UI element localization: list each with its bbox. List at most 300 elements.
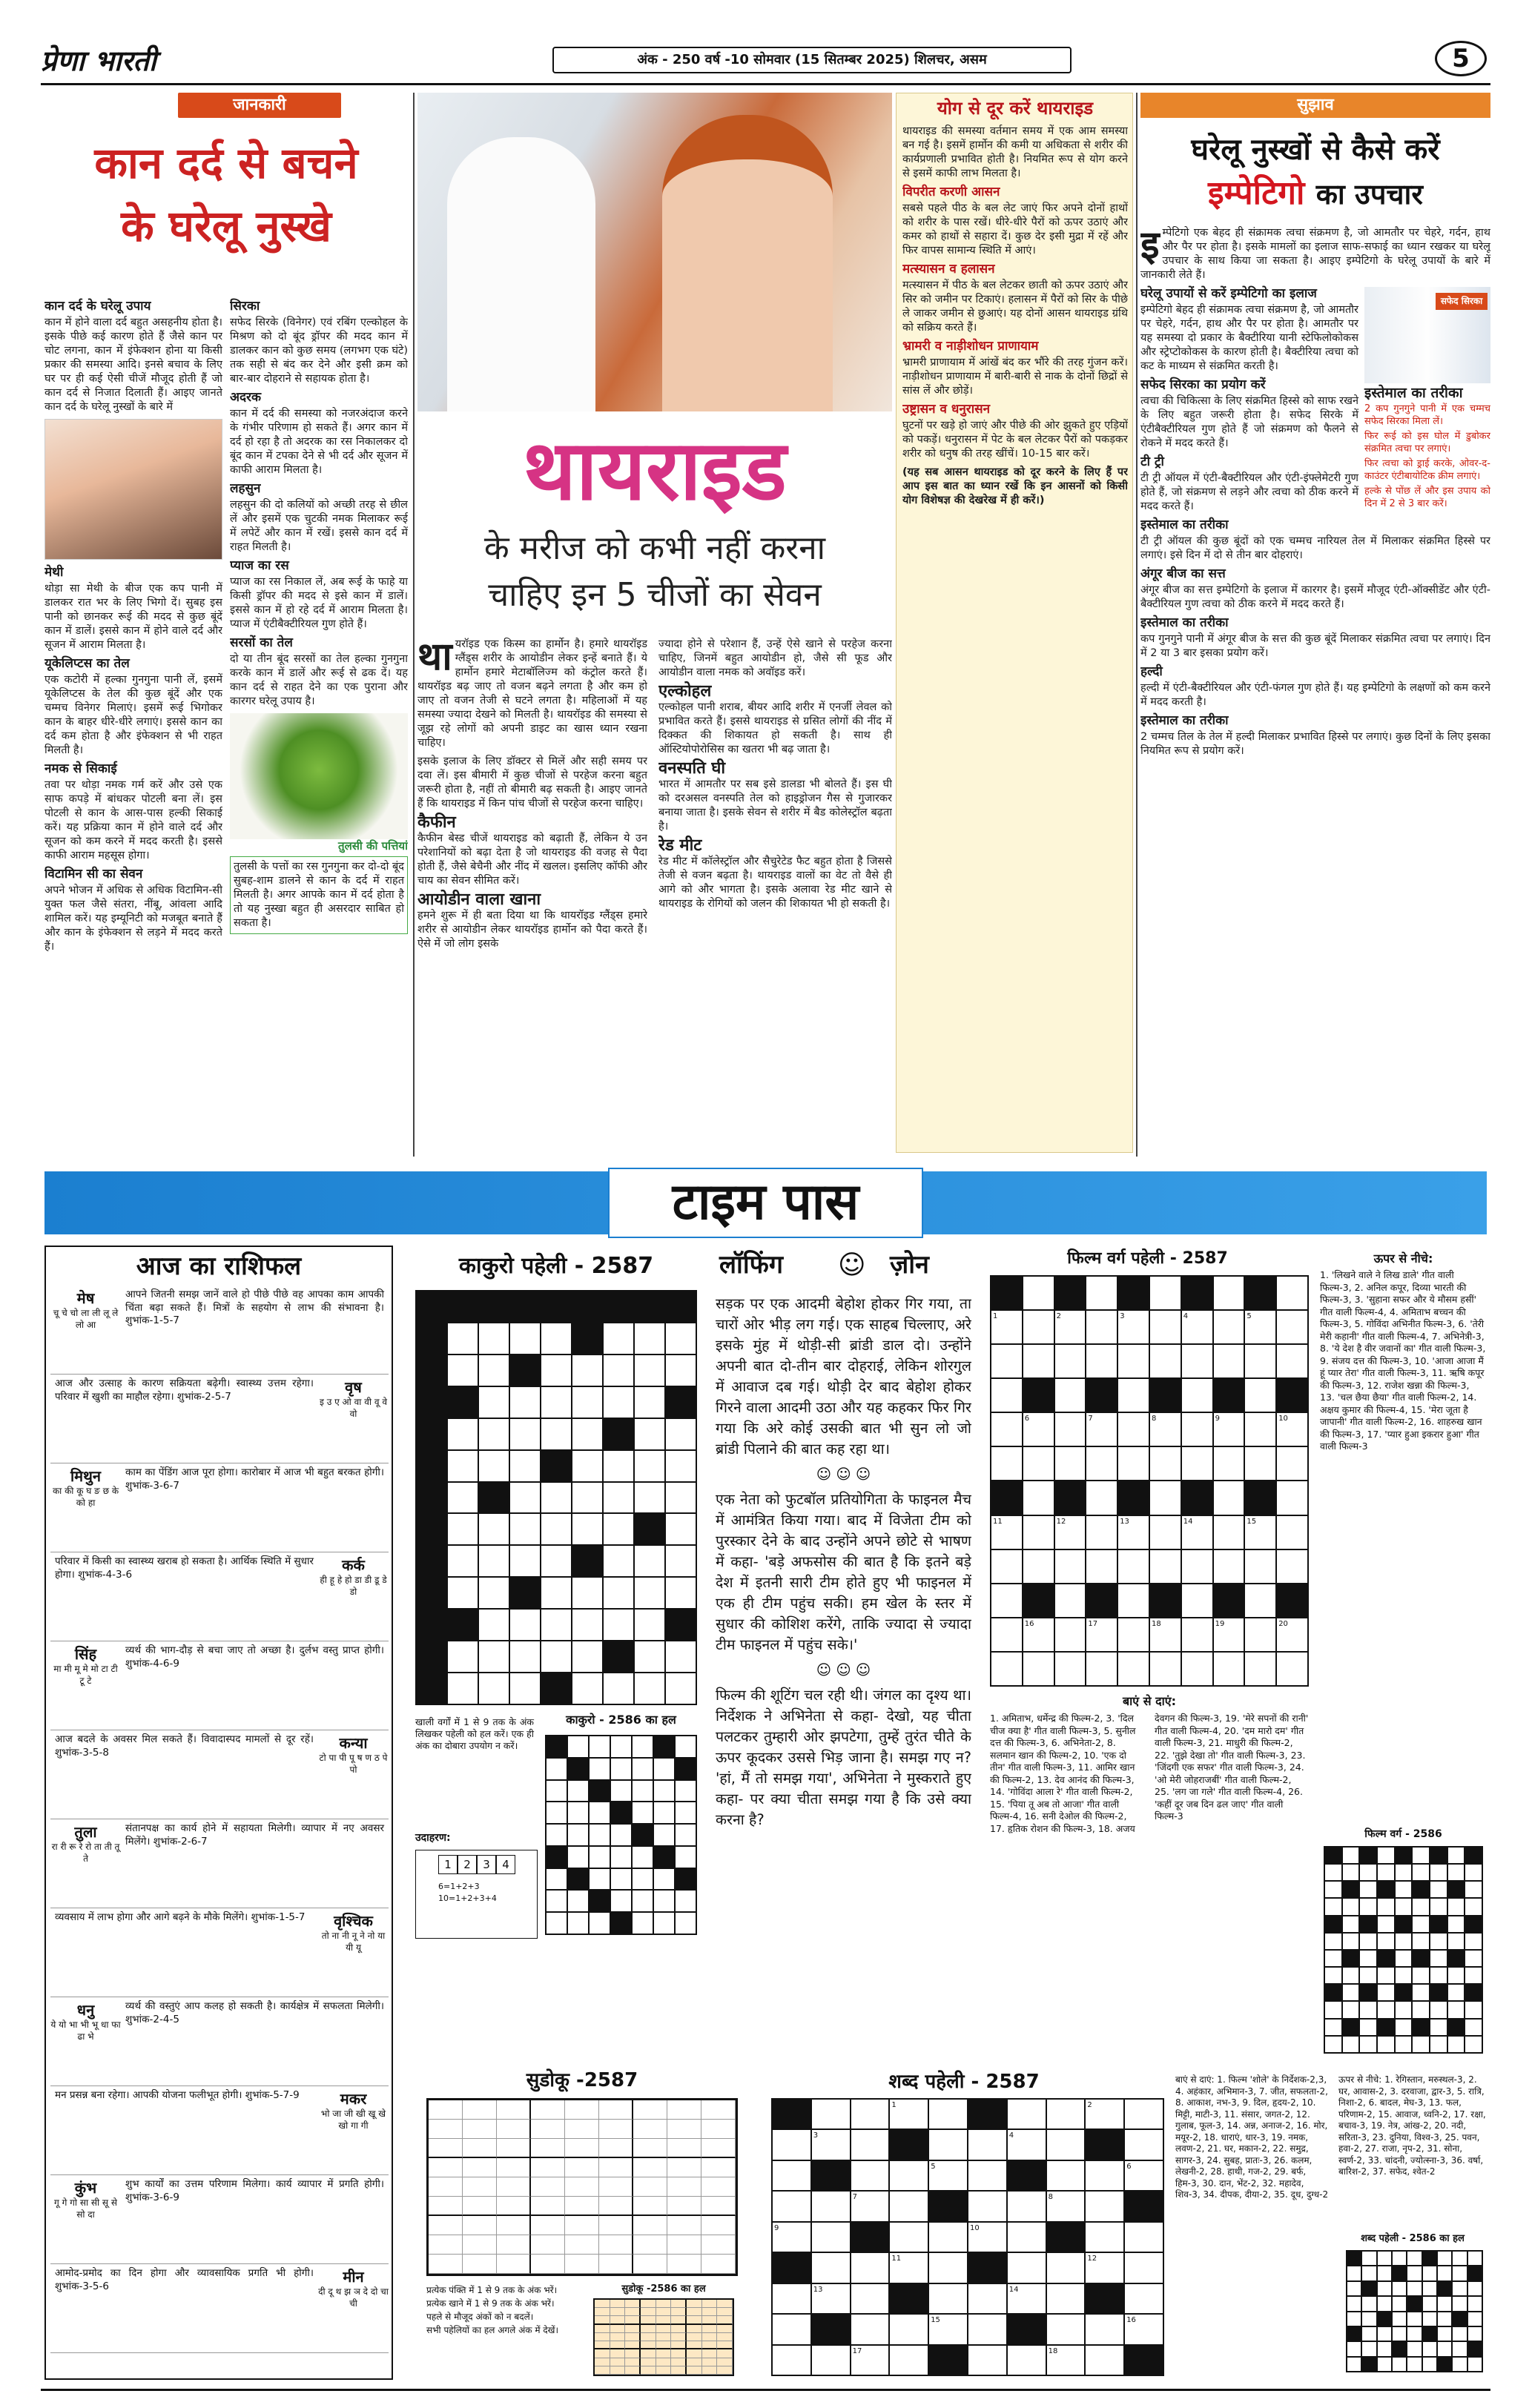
grid-cell[interactable] [633,1736,653,1757]
grid-cell[interactable] [1407,2342,1421,2355]
grid-cell[interactable] [590,1802,610,1823]
grid-cell[interactable] [635,1323,664,1354]
grid-cell[interactable] [1347,2266,1361,2280]
grid-cell[interactable] [541,1355,571,1386]
grid-cell[interactable]: 13 [1118,1516,1149,1549]
grid-cell[interactable] [1465,1934,1482,1949]
grid-cell[interactable] [568,1825,588,1845]
grid-cell[interactable] [635,1578,664,1608]
grid-cell[interactable]: 19 [1214,1618,1244,1651]
sudoku-cell[interactable] [565,2120,599,2139]
grid-cell[interactable] [1325,1951,1341,1966]
sudoku-cell[interactable] [463,2120,497,2139]
grid-cell[interactable] [666,1483,696,1513]
grid-cell[interactable] [1150,1345,1181,1377]
grid-cell[interactable] [1393,2327,1406,2341]
grid-cell[interactable] [968,2284,1006,2313]
grid-cell[interactable] [547,1825,567,1845]
grid-cell[interactable] [812,2100,850,2128]
grid-cell[interactable] [1182,1653,1212,1685]
grid-cell[interactable] [1023,1653,1054,1685]
grid-cell[interactable] [1182,1584,1212,1617]
grid-cell[interactable] [1125,2253,1163,2282]
grid-cell[interactable] [1214,1481,1244,1514]
sudoku-cell[interactable] [667,2197,701,2216]
grid-cell[interactable] [633,1891,653,1911]
sudoku-cell[interactable] [565,2235,599,2255]
grid-cell[interactable] [635,1387,664,1418]
grid-cell[interactable] [1277,1481,1307,1514]
grid-cell[interactable] [448,1323,478,1354]
grid-cell[interactable] [1182,1447,1212,1480]
grid-cell[interactable] [590,1847,610,1868]
grid-cell[interactable] [541,1578,571,1608]
grid-cell[interactable] [1362,2266,1376,2280]
grid-cell[interactable] [1430,2002,1447,2017]
grid-cell[interactable] [448,1355,478,1386]
sudoku-cell[interactable] [667,2100,701,2120]
grid-cell[interactable] [572,1483,602,1513]
grid-cell[interactable] [666,1323,696,1354]
grid-cell[interactable] [1086,1516,1117,1549]
sudoku-cell[interactable] [565,2100,599,2120]
grid-cell[interactable] [1396,2020,1412,2035]
grid-cell[interactable] [611,1736,631,1757]
grid-cell[interactable]: 3 [812,2130,850,2159]
grid-cell[interactable] [1465,1968,1482,1983]
sudoku-cell[interactable] [599,2120,633,2139]
grid-cell[interactable] [890,2346,928,2375]
sudoku-cell[interactable] [599,2235,633,2255]
sudoku-cell[interactable] [463,2177,497,2197]
grid-cell[interactable] [1118,1550,1149,1583]
grid-cell[interactable] [635,1419,664,1449]
grid-cell[interactable] [1378,2252,1391,2265]
grid-cell[interactable] [1343,2002,1359,2017]
grid-cell[interactable] [1150,1550,1181,1583]
grid-cell[interactable] [1055,1584,1086,1617]
grid-cell[interactable] [510,1419,540,1449]
sudoku-cell[interactable] [531,2158,565,2177]
grid-cell[interactable] [510,1451,540,1481]
grid-cell[interactable] [1086,2192,1123,2220]
grid-cell[interactable] [590,1736,610,1757]
grid-cell[interactable] [1086,2161,1123,2190]
grid-cell[interactable] [1453,2342,1466,2355]
grid-cell[interactable]: 20 [1277,1618,1307,1651]
sudoku-cell[interactable] [667,2158,701,2177]
grid-cell[interactable] [1325,1968,1341,1983]
grid-cell[interactable] [1413,1865,1429,1880]
grid-cell[interactable] [590,1759,610,1779]
grid-cell[interactable] [1465,2020,1482,2035]
grid-cell[interactable] [1214,1516,1244,1549]
sudoku-cell[interactable] [463,2139,497,2158]
grid-cell[interactable] [773,2161,810,2190]
grid-cell[interactable] [547,1913,567,1934]
sudoku-cell[interactable] [633,2120,667,2139]
sudoku-grid[interactable] [426,2098,738,2276]
grid-cell[interactable] [1055,1618,1086,1651]
sudoku-cell[interactable] [633,2139,667,2158]
grid-cell[interactable] [1214,1277,1244,1309]
sudoku-cell[interactable] [599,2216,633,2235]
grid-cell[interactable] [1468,2252,1482,2265]
grid-cell[interactable] [1150,1481,1181,1514]
grid-cell[interactable] [1214,1550,1244,1583]
sudoku-cell[interactable] [667,2216,701,2235]
sudoku-cell[interactable] [531,2100,565,2120]
grid-cell[interactable] [676,1825,696,1845]
grid-cell[interactable] [968,2161,1006,2190]
grid-cell[interactable] [448,1451,478,1481]
grid-cell[interactable] [890,2315,928,2344]
grid-cell[interactable] [1023,1550,1054,1583]
grid-cell[interactable] [510,1610,540,1640]
grid-cell[interactable] [590,1913,610,1934]
sudoku-cell[interactable] [599,2158,633,2177]
grid-cell[interactable] [448,1546,478,1576]
grid-cell[interactable] [968,2315,1006,2344]
grid-cell[interactable] [991,1447,1022,1480]
grid-cell[interactable] [1423,2342,1436,2355]
grid-cell[interactable] [604,1355,633,1386]
grid-cell[interactable] [1448,1934,1465,1949]
grid-cell[interactable]: 15 [1245,1516,1275,1549]
grid-cell[interactable] [568,1913,588,1934]
grid-cell[interactable] [1378,2282,1391,2295]
grid-cell[interactable] [991,1413,1022,1446]
grid-cell[interactable] [812,2346,850,2375]
grid-cell[interactable] [1008,2192,1046,2220]
grid-cell[interactable] [929,2130,967,2159]
grid-cell[interactable] [510,1483,540,1513]
grid-cell[interactable] [773,2346,810,2375]
grid-cell[interactable] [1393,2252,1406,2265]
grid-cell[interactable] [1055,1345,1086,1377]
grid-cell[interactable] [479,1355,509,1386]
grid-cell[interactable] [633,1781,653,1802]
grid-cell[interactable] [773,2130,810,2159]
grid-cell[interactable] [1245,1618,1275,1651]
grid-cell[interactable] [991,1379,1022,1412]
grid-cell[interactable] [1393,2312,1406,2326]
grid-cell[interactable] [1182,1413,1212,1446]
kakuro-grid[interactable] [415,1290,697,1705]
grid-cell[interactable] [1360,1968,1376,1983]
grid-cell[interactable] [1378,2266,1391,2280]
grid-cell[interactable] [1430,1968,1447,1983]
grid-cell[interactable]: 11 [890,2253,928,2282]
sudoku-cell[interactable] [667,2235,701,2255]
grid-cell[interactable] [812,2253,850,2282]
grid-cell[interactable] [635,1546,664,1576]
grid-cell[interactable] [1347,2358,1361,2371]
sudoku-cell[interactable] [531,2139,565,2158]
sudoku-cell[interactable] [463,2255,497,2274]
grid-cell[interactable] [479,1323,509,1354]
grid-cell[interactable] [991,1618,1022,1651]
grid-cell[interactable] [1448,1985,1465,2000]
grid-cell[interactable] [590,1869,610,1890]
grid-cell[interactable] [541,1483,571,1513]
grid-cell[interactable] [1245,1447,1275,1480]
sudoku-cell[interactable] [599,2139,633,2158]
grid-cell[interactable] [479,1514,509,1544]
grid-cell[interactable] [547,1759,567,1779]
grid-cell[interactable] [1378,1848,1394,1863]
sudoku-cell[interactable] [565,2216,599,2235]
sudoku-cell[interactable] [667,2120,701,2139]
grid-cell[interactable]: 12 [1055,1516,1086,1549]
grid-cell[interactable] [479,1419,509,1449]
grid-cell[interactable] [635,1610,664,1640]
grid-cell[interactable] [1125,2130,1163,2159]
grid-cell[interactable] [1277,1447,1307,1480]
grid-cell[interactable] [654,1891,674,1911]
grid-cell[interactable] [479,1387,509,1418]
grid-cell[interactable] [1430,2020,1447,2035]
grid-cell[interactable] [1055,1413,1086,1446]
sudoku-cell[interactable] [599,2255,633,2274]
grid-cell[interactable] [1468,2312,1482,2326]
grid-cell[interactable] [1396,1882,1412,1897]
grid-cell[interactable] [1343,1865,1359,1880]
grid-cell[interactable]: 5 [929,2161,967,2190]
grid-cell[interactable]: 7 [851,2192,889,2220]
grid-cell[interactable] [604,1578,633,1608]
grid-cell[interactable] [1396,1951,1412,1966]
grid-cell[interactable] [611,1869,631,1890]
grid-cell[interactable] [510,1387,540,1418]
grid-cell[interactable] [568,1847,588,1868]
grid-cell[interactable] [547,1891,567,1911]
sudoku-cell[interactable] [429,2255,463,2274]
grid-cell[interactable] [666,1451,696,1481]
grid-cell[interactable] [666,1514,696,1544]
grid-cell[interactable] [568,1736,588,1757]
grid-cell[interactable] [1023,1447,1054,1480]
grid-cell[interactable] [572,1641,602,1672]
grid-cell[interactable] [1086,2223,1123,2252]
grid-cell[interactable]: 7 [1086,1413,1117,1446]
grid-cell[interactable] [1343,1916,1359,1932]
grid-cell[interactable] [1362,2252,1376,2265]
grid-cell[interactable] [1047,2315,1085,2344]
grid-cell[interactable] [541,1323,571,1354]
grid-cell[interactable] [851,2315,889,2344]
sudoku-cell[interactable] [531,2255,565,2274]
grid-cell[interactable] [604,1323,633,1354]
sudoku-cell[interactable] [497,2255,531,2274]
grid-cell[interactable] [1182,1379,1212,1412]
grid-cell[interactable] [572,1355,602,1386]
grid-cell[interactable] [1150,1653,1181,1685]
grid-cell[interactable] [1438,2297,1451,2310]
grid-cell[interactable] [604,1514,633,1544]
grid-cell[interactable]: 2 [1086,2100,1123,2128]
grid-cell[interactable] [1245,1584,1275,1617]
grid-cell[interactable] [1214,1345,1244,1377]
grid-cell[interactable] [1277,1345,1307,1377]
grid-cell[interactable] [1378,2002,1394,2017]
grid-cell[interactable] [890,2223,928,2252]
grid-cell[interactable] [1023,1516,1054,1549]
grid-cell[interactable] [633,1847,653,1868]
grid-cell[interactable] [654,1869,674,1890]
grid-cell[interactable] [448,1419,478,1449]
grid-cell[interactable] [1448,1899,1465,1914]
grid-cell[interactable] [1413,1934,1429,1949]
grid-cell[interactable]: 9 [1214,1413,1244,1446]
sudoku-cell[interactable] [497,2235,531,2255]
grid-cell[interactable] [851,2161,889,2190]
grid-cell[interactable] [1468,2297,1482,2310]
grid-cell[interactable] [1430,2037,1447,2052]
grid-cell[interactable] [929,2253,967,2282]
grid-cell[interactable] [1150,1277,1181,1309]
grid-cell[interactable] [929,2284,967,2313]
sudoku-cell[interactable] [497,2100,531,2120]
sudoku-cell[interactable] [497,2139,531,2158]
sudoku-cell[interactable] [463,2235,497,2255]
grid-cell[interactable] [1325,2002,1341,2017]
grid-cell[interactable] [1055,1379,1086,1412]
grid-cell[interactable]: 4 [1182,1311,1212,1343]
grid-cell[interactable] [604,1483,633,1513]
grid-cell[interactable] [611,1781,631,1802]
grid-cell[interactable] [1423,2266,1436,2280]
grid-cell[interactable] [1438,2252,1451,2265]
grid-cell[interactable] [635,1641,664,1672]
grid-cell[interactable] [547,1781,567,1802]
grid-cell[interactable] [1407,2266,1421,2280]
sudoku-cell[interactable] [531,2216,565,2235]
grid-cell[interactable] [1360,2020,1376,2035]
sudoku-cell[interactable] [497,2120,531,2139]
sudoku-cell[interactable] [463,2158,497,2177]
grid-cell[interactable] [1182,1618,1212,1651]
grid-cell[interactable] [1125,2284,1163,2313]
grid-cell[interactable] [1465,1899,1482,1914]
grid-cell[interactable] [1245,1653,1275,1685]
grid-cell[interactable]: 6 [1125,2161,1163,2190]
grid-cell[interactable] [1378,2297,1391,2310]
grid-cell[interactable] [812,2223,850,2252]
grid-cell[interactable] [611,1891,631,1911]
grid-cell[interactable] [1453,2358,1466,2371]
grid-cell[interactable] [991,1345,1022,1377]
grid-cell[interactable] [1055,1447,1086,1480]
grid-cell[interactable] [510,1323,540,1354]
grid-cell[interactable] [1423,2312,1436,2326]
grid-cell[interactable] [1393,2358,1406,2371]
grid-cell[interactable] [1118,1653,1149,1685]
grid-cell[interactable]: 12 [1086,2253,1123,2282]
grid-cell[interactable] [1047,2284,1085,2313]
grid-cell[interactable] [547,1802,567,1823]
grid-cell[interactable] [1214,1447,1244,1480]
sudoku-cell[interactable] [701,2158,736,2177]
grid-cell[interactable] [1378,1899,1394,1914]
grid-cell[interactable] [590,1825,610,1845]
grid-cell[interactable] [479,1451,509,1481]
grid-cell[interactable] [448,1673,478,1704]
grid-cell[interactable] [572,1673,602,1704]
grid-cell[interactable] [1023,1311,1054,1343]
grid-cell[interactable] [968,2346,1006,2375]
grid-cell[interactable] [1047,2130,1085,2159]
grid-cell[interactable] [1393,2282,1406,2295]
grid-cell[interactable] [541,1610,571,1640]
grid-cell[interactable] [633,1802,653,1823]
grid-cell[interactable] [479,1546,509,1576]
grid-cell[interactable] [479,1641,509,1672]
grid-cell[interactable] [1413,1848,1429,1863]
grid-cell[interactable] [1453,2282,1466,2295]
grid-cell[interactable] [968,2192,1006,2220]
grid-cell[interactable] [1448,1865,1465,1880]
grid-cell[interactable] [1182,1550,1212,1583]
grid-cell[interactable] [1407,2312,1421,2326]
grid-cell[interactable] [1438,2266,1451,2280]
grid-cell[interactable] [991,1653,1022,1685]
grid-cell[interactable] [572,1419,602,1449]
grid-cell[interactable] [666,1546,696,1576]
grid-cell[interactable] [666,1578,696,1608]
sudoku-cell[interactable] [429,2158,463,2177]
grid-cell[interactable] [676,1802,696,1823]
grid-cell[interactable] [1360,1951,1376,1966]
grid-cell[interactable] [1118,1413,1149,1446]
sudoku-cell[interactable] [565,2177,599,2197]
grid-cell[interactable] [1396,2037,1412,2052]
sudoku-cell[interactable] [701,2100,736,2120]
grid-cell[interactable] [448,1578,478,1608]
grid-cell[interactable] [1325,1882,1341,1897]
grid-cell[interactable] [448,1483,478,1513]
sudoku-cell[interactable] [633,2177,667,2197]
grid-cell[interactable] [654,1825,674,1845]
grid-cell[interactable]: 14 [1008,2284,1046,2313]
grid-cell[interactable] [1378,2342,1391,2355]
grid-cell[interactable] [1468,2282,1482,2295]
grid-cell[interactable] [1360,1899,1376,1914]
grid-cell[interactable] [1448,1848,1465,1863]
sudoku-cell[interactable] [633,2197,667,2216]
grid-cell[interactable] [1325,1865,1341,1880]
grid-cell[interactable] [635,1483,664,1513]
grid-cell[interactable] [666,1673,696,1704]
grid-cell[interactable] [633,1759,653,1779]
grid-cell[interactable] [1150,1516,1181,1549]
grid-cell[interactable] [572,1578,602,1608]
grid-cell[interactable] [1378,1934,1394,1949]
grid-cell[interactable] [1118,1345,1149,1377]
grid-cell[interactable] [676,1891,696,1911]
grid-cell[interactable] [604,1451,633,1481]
grid-cell[interactable] [1468,2327,1482,2341]
grid-cell[interactable] [1423,2282,1436,2295]
grid-cell[interactable] [1343,1899,1359,1914]
grid-cell[interactable] [1008,2100,1046,2128]
grid-cell[interactable] [1362,2342,1376,2355]
grid-cell[interactable] [1277,1311,1307,1343]
grid-cell[interactable] [1413,2037,1429,2052]
sudoku-cell[interactable] [463,2100,497,2120]
grid-cell[interactable] [1347,2342,1361,2355]
grid-cell[interactable]: 18 [1047,2346,1085,2375]
